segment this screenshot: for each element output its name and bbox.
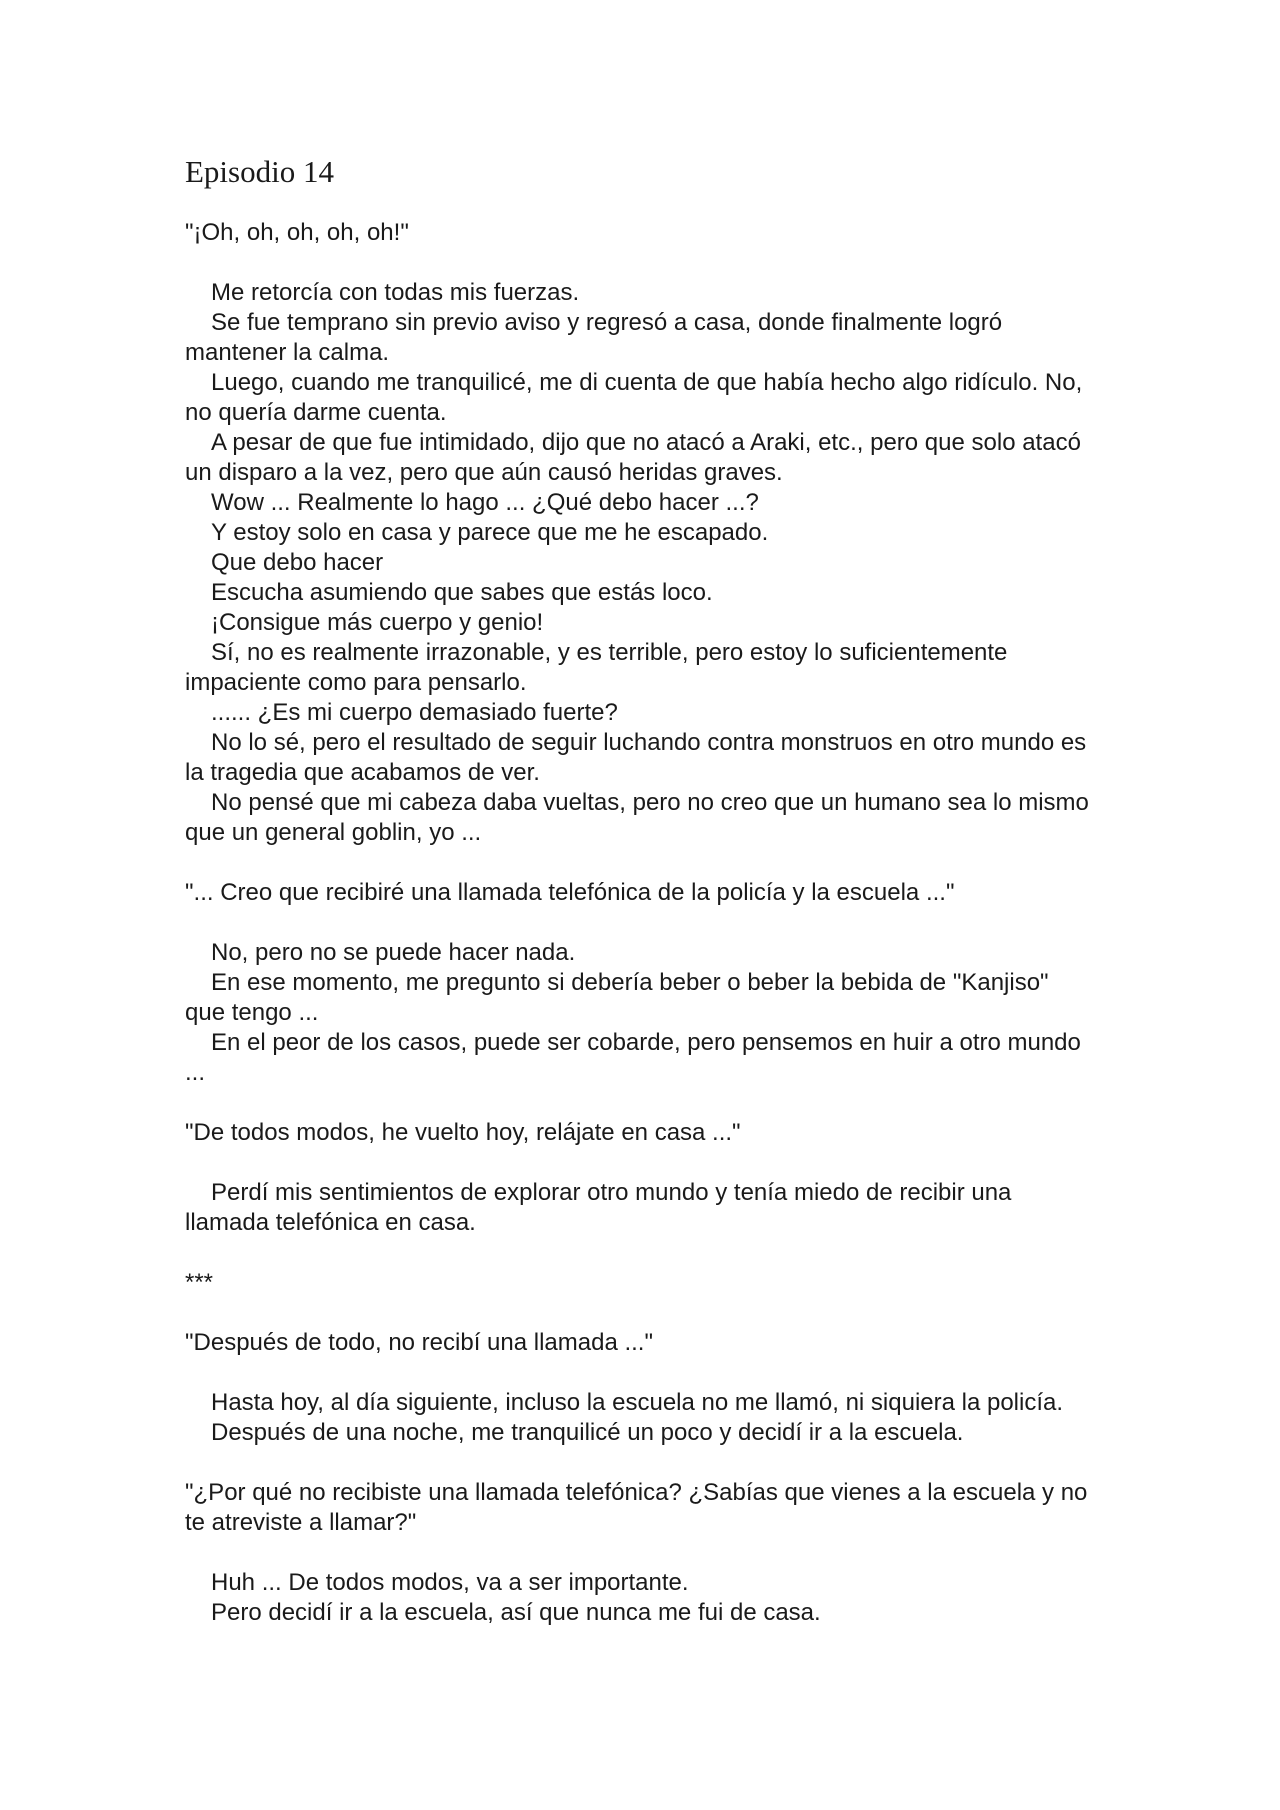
paragraph: "... Creo que recibiré una llamada telefónica de la policía y la escuela ..." bbox=[185, 879, 955, 906]
episode-title: Episodio 14 bbox=[185, 154, 334, 189]
paragraph-spacer bbox=[185, 248, 1095, 278]
paragraph: ...... ¿Es mi cuerpo demasiado fuerte? bbox=[211, 699, 618, 726]
paragraph-spacer bbox=[185, 1088, 1095, 1118]
paragraph: ¡Consigue más cuerpo y genio! bbox=[211, 609, 544, 636]
paragraph-spacer bbox=[185, 1298, 1095, 1328]
paragraph-spacer bbox=[185, 1358, 1095, 1388]
paragraph: "¿Por qué no recibiste una llamada telefónica? ¿Sabías que vienes a la escuela y no te atreviste a llamar?" bbox=[185, 1479, 1095, 1536]
paragraph: Hasta hoy, al día siguiente, incluso la escuela no me llamó, ni siquiera la policía. bbox=[211, 1389, 1064, 1416]
paragraph: En ese momento, me pregunto si debería beber o beber la bebida de "Kanjiso" que tengo ... bbox=[185, 969, 1056, 1026]
paragraph-spacer bbox=[185, 1148, 1095, 1178]
paragraph: Wow ... Realmente lo hago ... ¿Qué debo hacer ...? bbox=[211, 489, 759, 516]
paragraph: Escucha asumiendo que sabes que estás loco. bbox=[211, 579, 713, 606]
document-body bbox=[185, 218, 1095, 1628]
paragraph: *** bbox=[185, 1269, 214, 1296]
paragraph: No, pero no se puede hacer nada. bbox=[211, 939, 576, 966]
paragraph-spacer bbox=[185, 908, 1095, 938]
paragraph: Perdí mis sentimientos de explorar otro mundo y tenía miedo de recibir una llamada telefónica en casa. bbox=[185, 1179, 1019, 1236]
paragraph: A pesar de que fue intimidado, dijo que no atacó a Araki, etc., pero que solo atacó un disparo a la vez, pero que aún causó heridas graves. bbox=[185, 429, 1088, 486]
paragraph: Luego, cuando me tranquilicé, me di cuenta de que había hecho algo ridículo. No, no quería darme cuenta. bbox=[185, 369, 1089, 426]
paragraph-spacer bbox=[185, 1538, 1095, 1568]
paragraph: Sí, no es realmente irrazonable, y es terrible, pero estoy lo suficientemente impaciente como para pensarlo. bbox=[185, 639, 1015, 696]
paragraph: Que debo hacer bbox=[211, 549, 384, 576]
paragraph: Huh ... De todos modos, va a ser importante. bbox=[211, 1569, 689, 1596]
paragraph: "¡Oh, oh, oh, oh, oh!" bbox=[185, 219, 409, 246]
paragraph-spacer bbox=[185, 848, 1095, 878]
paragraph: Después de una noche, me tranquilicé un poco y decidí ir a la escuela. bbox=[211, 1419, 964, 1446]
document-page bbox=[185, 152, 1095, 1628]
paragraph: Pero decidí ir a la escuela, así que nunca me fui de casa. bbox=[211, 1599, 821, 1626]
paragraph: No lo sé, pero el resultado de seguir luchando contra monstruos en otro mundo es la tragedia que acabamos de ver. bbox=[185, 729, 1093, 786]
paragraph: En el peor de los casos, puede ser cobarde, pero pensemos en huir a otro mundo ... bbox=[185, 1029, 1088, 1086]
paragraph: No pensé que mi cabeza daba vueltas, pero no creo que un humano sea lo mismo que un general goblin, yo ... bbox=[185, 789, 1096, 846]
paragraph: "Después de todo, no recibí una llamada ..." bbox=[185, 1329, 653, 1356]
paragraph: Me retorcía con todas mis fuerzas. bbox=[211, 279, 580, 306]
paragraph: Se fue temprano sin previo aviso y regresó a casa, donde finalmente logró mantener la calma. bbox=[185, 309, 1009, 366]
paragraph: "De todos modos, he vuelto hoy, relájate en casa ..." bbox=[185, 1119, 741, 1146]
paragraph-spacer bbox=[185, 1448, 1095, 1478]
paragraph-spacer bbox=[185, 1238, 1095, 1268]
paragraph: Y estoy solo en casa y parece que me he escapado. bbox=[211, 519, 769, 546]
